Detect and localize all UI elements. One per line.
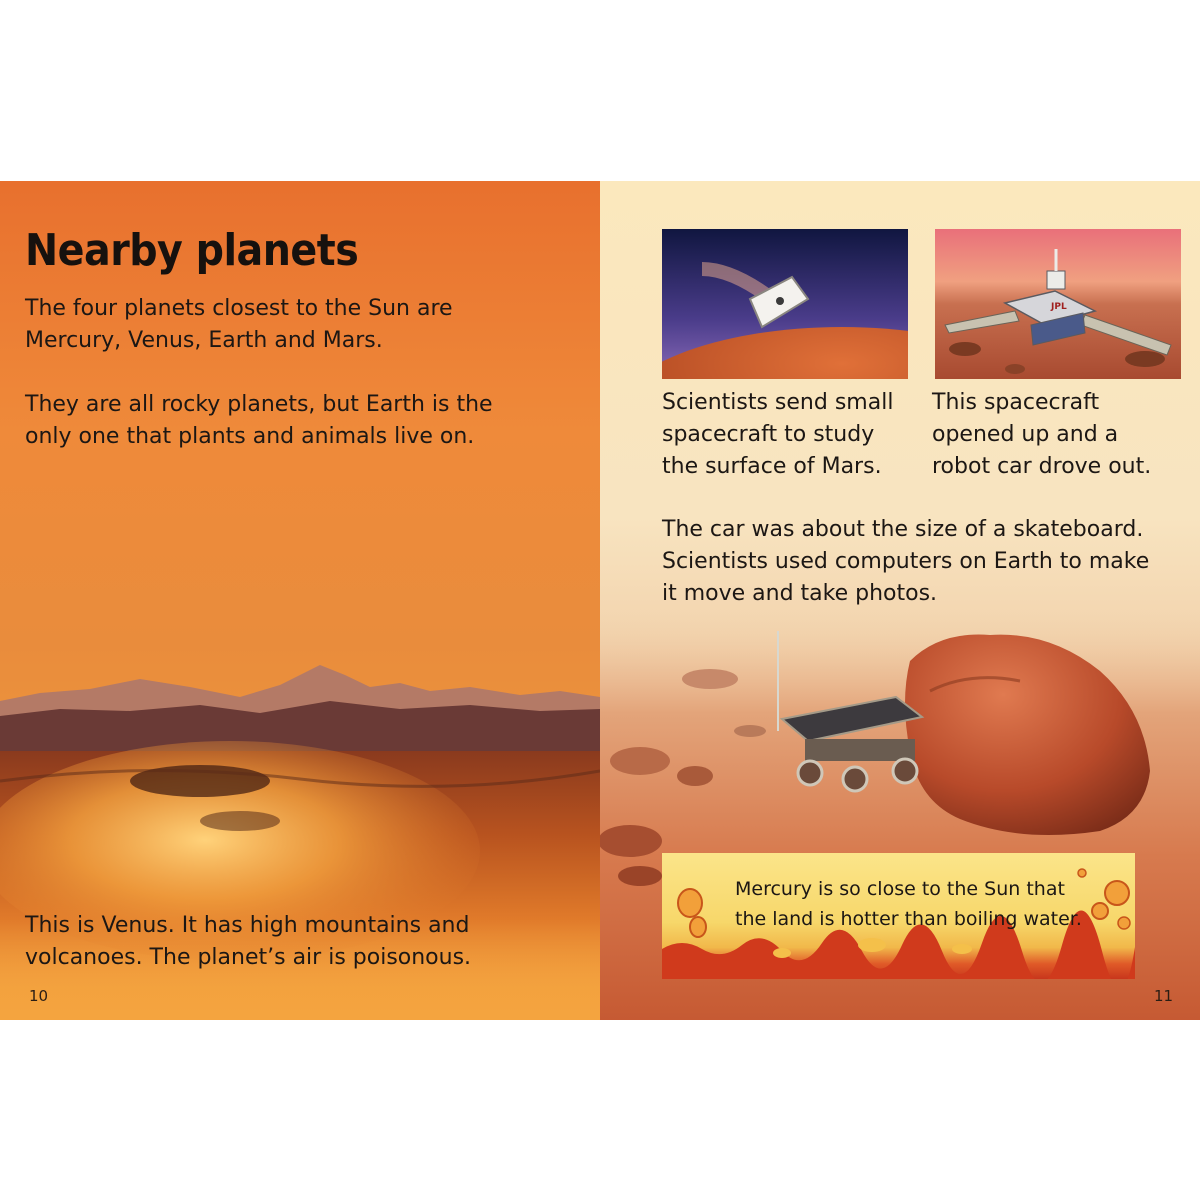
mercury-fact-line-1: Mercury is so close to the Sun that — [735, 878, 1065, 900]
lander-caption-line-3: robot car drove out. — [932, 454, 1152, 479]
spacecraft-entry-image — [662, 229, 908, 379]
rocky-line-1: They are all rocky planets, but Earth is the — [25, 392, 493, 417]
rover-text-line-1: The car was about the size of a skateboard. — [662, 517, 1144, 542]
intro-line-1: The four planets closest to the Sun are — [25, 296, 453, 321]
rover-text-line-3: it move and take photos. — [662, 581, 938, 606]
intro-line-2: Mercury, Venus, Earth and Mars. — [25, 328, 383, 353]
venus-caption-line-2: volcanoes. The planet’s air is poisonous. — [25, 945, 472, 970]
spacecraft-caption-line-3: the surface of Mars. — [662, 454, 882, 479]
mercury-fact-box — [662, 853, 1135, 979]
page-number-right: 11 — [1154, 987, 1174, 1005]
spacecraft-caption-line-2: spacecraft to study — [662, 422, 875, 447]
left-page — [0, 181, 600, 1020]
venus-caption-line-1: This is Venus. It has high mountains and — [25, 913, 470, 938]
right-page — [600, 181, 1200, 1020]
spacecraft-caption-line-1: Scientists send small — [662, 390, 894, 415]
lander-caption-line-2: opened up and a — [932, 422, 1119, 447]
rocky-line-2: only one that plants and animals live on. — [25, 424, 475, 449]
page-title: Nearby planets — [25, 225, 359, 276]
book-spread — [0, 181, 1200, 1020]
page-number-left: 10 — [29, 987, 49, 1005]
mercury-fact-line-2: the land is hotter than boiling water. — [735, 908, 1082, 930]
lander-image — [935, 229, 1181, 379]
lander-caption-line-1: This spacecraft — [932, 390, 1100, 415]
lander-badge-text: JPL — [1051, 302, 1067, 312]
rover-text-line-2: Scientists used computers on Earth to make — [662, 549, 1150, 574]
